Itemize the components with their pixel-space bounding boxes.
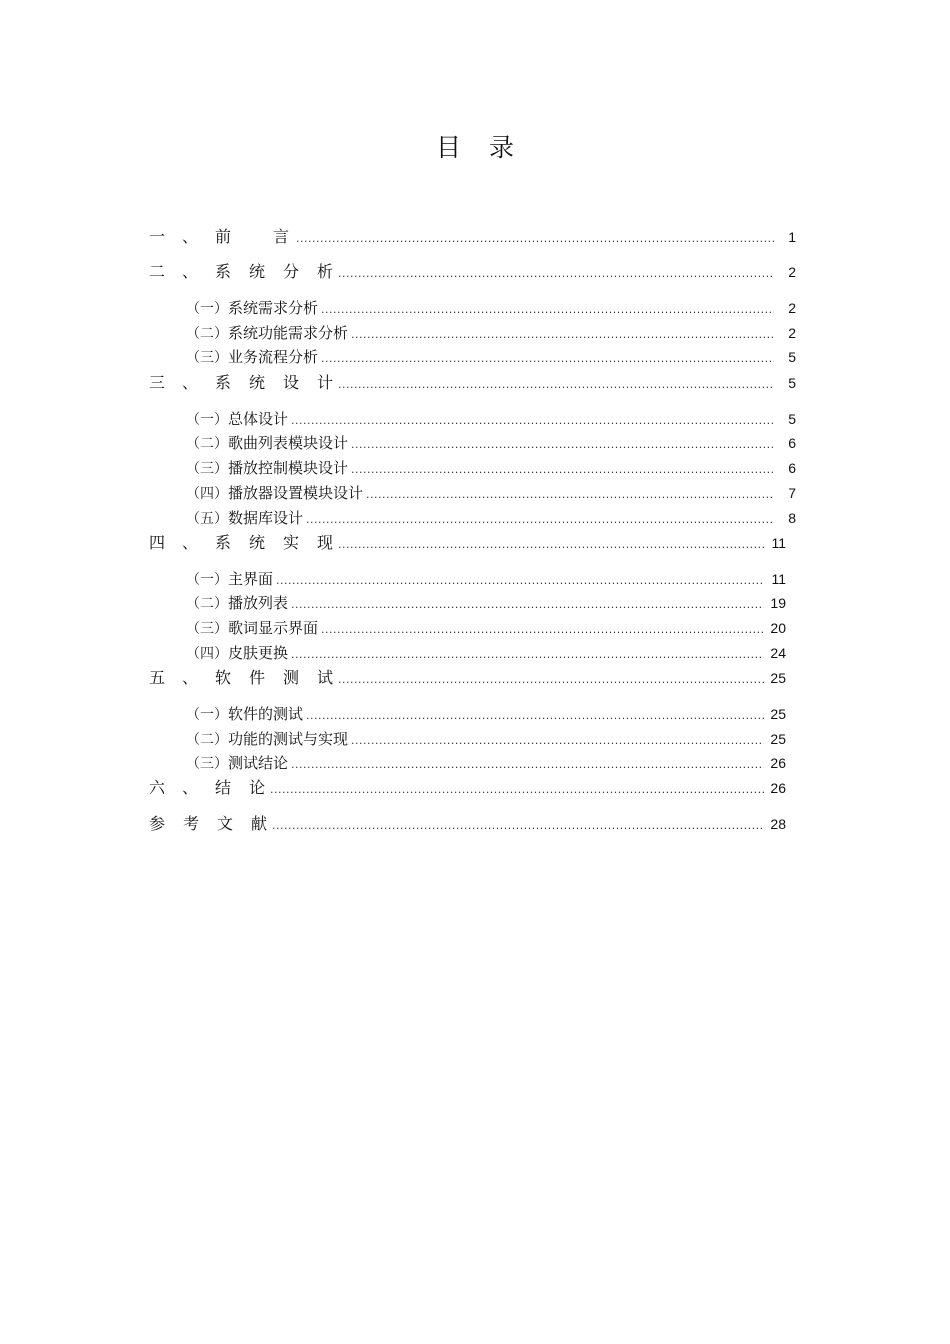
toc-section-row[interactable] <box>186 507 796 529</box>
toc-section-row[interactable] <box>186 482 796 504</box>
toc-section-row[interactable] <box>186 346 796 368</box>
page-number: 24 <box>770 645 786 661</box>
dot-leader <box>338 534 764 556</box>
toc-section-row[interactable] <box>186 617 786 639</box>
page-number: 8 <box>788 510 796 526</box>
page-number: 26 <box>770 755 786 771</box>
dot-leader <box>291 594 764 616</box>
section-number: （一） <box>186 301 228 317</box>
section-number: （四） <box>186 646 228 662</box>
page-number: 25 <box>770 670 786 686</box>
page-number: 2 <box>788 300 796 316</box>
toc-section-row[interactable] <box>186 568 786 590</box>
toc-section-row[interactable] <box>186 432 796 454</box>
dot-leader <box>338 374 774 396</box>
toc-title: 目 录 <box>436 133 524 162</box>
page-number: 11 <box>771 571 786 587</box>
section-title: 功能的测试与实现 <box>228 730 349 748</box>
dot-leader <box>296 228 774 250</box>
dot-leader <box>306 509 774 531</box>
section-number: （二） <box>186 326 228 342</box>
section-number: （二） <box>186 436 228 452</box>
chapter-title: 六 、 结 论 <box>149 778 266 797</box>
page-number: 20 <box>770 620 786 636</box>
dot-leader <box>291 754 764 776</box>
page-number: 5 <box>788 349 796 365</box>
toc-section-row[interactable] <box>186 752 786 774</box>
chapter-title: 三 、 系 统 设 计 <box>149 373 334 392</box>
page-number: 2 <box>788 264 796 280</box>
toc-chapter-row[interactable] <box>149 777 786 799</box>
chapter-title: 五 、 软 件 测 试 <box>149 668 334 687</box>
toc-section-row[interactable] <box>186 703 786 725</box>
dot-leader <box>291 644 764 666</box>
chapter-title: 四 、 系 统 实 现 <box>149 533 334 552</box>
dot-leader <box>321 299 774 321</box>
section-title: 系统功能需求分析 <box>228 324 349 342</box>
toc-section-row[interactable] <box>186 322 796 344</box>
section-title: 皮肤更换 <box>228 644 289 662</box>
dot-leader <box>351 730 764 752</box>
toc-section-row[interactable] <box>186 457 796 479</box>
section-title: 播放器设置模块设计 <box>228 484 364 502</box>
page-number: 5 <box>788 375 796 391</box>
dot-leader <box>351 324 774 346</box>
section-title: 系统需求分析 <box>228 299 319 317</box>
section-number: （三） <box>186 621 228 637</box>
section-title: 播放列表 <box>228 594 289 612</box>
dot-leader <box>321 619 764 641</box>
toc-chapter-row[interactable] <box>149 667 786 689</box>
page-number: 11 <box>771 535 786 551</box>
toc-chapter-row[interactable] <box>149 226 796 248</box>
toc-chapter-row[interactable] <box>149 261 796 283</box>
section-title: 歌曲列表模块设计 <box>228 434 349 452</box>
page-number: 19 <box>770 595 786 611</box>
section-title: 主界面 <box>228 570 274 588</box>
section-number: （三） <box>186 461 228 477</box>
section-title: 总体设计 <box>228 410 289 428</box>
section-title: 歌词显示界面 <box>228 619 319 637</box>
section-number: （三） <box>186 756 228 772</box>
section-title: 业务流程分析 <box>228 348 319 366</box>
dot-leader <box>338 669 764 691</box>
page-number: 6 <box>788 460 796 476</box>
toc-chapter-row[interactable] <box>149 532 786 554</box>
toc-section-row[interactable] <box>186 728 786 750</box>
page-number: 25 <box>770 731 786 747</box>
section-number: （二） <box>186 732 228 748</box>
toc-section-row[interactable] <box>186 408 796 430</box>
dot-leader <box>306 705 764 727</box>
dot-leader <box>338 263 774 285</box>
page-number: 26 <box>770 780 786 796</box>
section-title: 数据库设计 <box>228 509 304 527</box>
section-number: （一） <box>186 572 228 588</box>
dot-leader <box>351 434 774 456</box>
section-number: （二） <box>186 596 228 612</box>
page-number: 7 <box>788 485 796 501</box>
section-number: （一） <box>186 412 228 428</box>
section-number: （五） <box>186 511 228 527</box>
section-title: 软件的测试 <box>228 705 304 723</box>
page-number: 5 <box>788 411 796 427</box>
section-number: （四） <box>186 486 228 502</box>
page-number: 28 <box>770 816 786 832</box>
chapter-title: 二 、 系 统 分 析 <box>149 262 334 281</box>
page-number: 2 <box>788 325 796 341</box>
dot-leader <box>272 815 764 837</box>
toc-chapter-row[interactable] <box>149 813 786 835</box>
page-number: 6 <box>788 435 796 451</box>
page-number: 25 <box>770 706 786 722</box>
chapter-title: 参 考 文 献 <box>149 814 268 833</box>
dot-leader <box>321 348 774 370</box>
dot-leader <box>291 410 774 432</box>
page-number: 1 <box>788 229 796 245</box>
section-number: （三） <box>186 350 228 366</box>
dot-leader <box>276 570 764 592</box>
toc-section-row[interactable] <box>186 592 786 614</box>
section-title: 播放控制模块设计 <box>228 459 349 477</box>
section-number: （一） <box>186 707 228 723</box>
section-title: 测试结论 <box>228 754 289 772</box>
toc-chapter-row[interactable] <box>149 372 796 394</box>
dot-leader <box>270 779 764 801</box>
dot-leader <box>366 484 774 506</box>
dot-leader <box>351 459 774 481</box>
chapter-title: 一 、 前 言 <box>149 227 290 246</box>
toc-section-row[interactable] <box>186 642 786 664</box>
toc-section-row[interactable] <box>186 297 796 319</box>
